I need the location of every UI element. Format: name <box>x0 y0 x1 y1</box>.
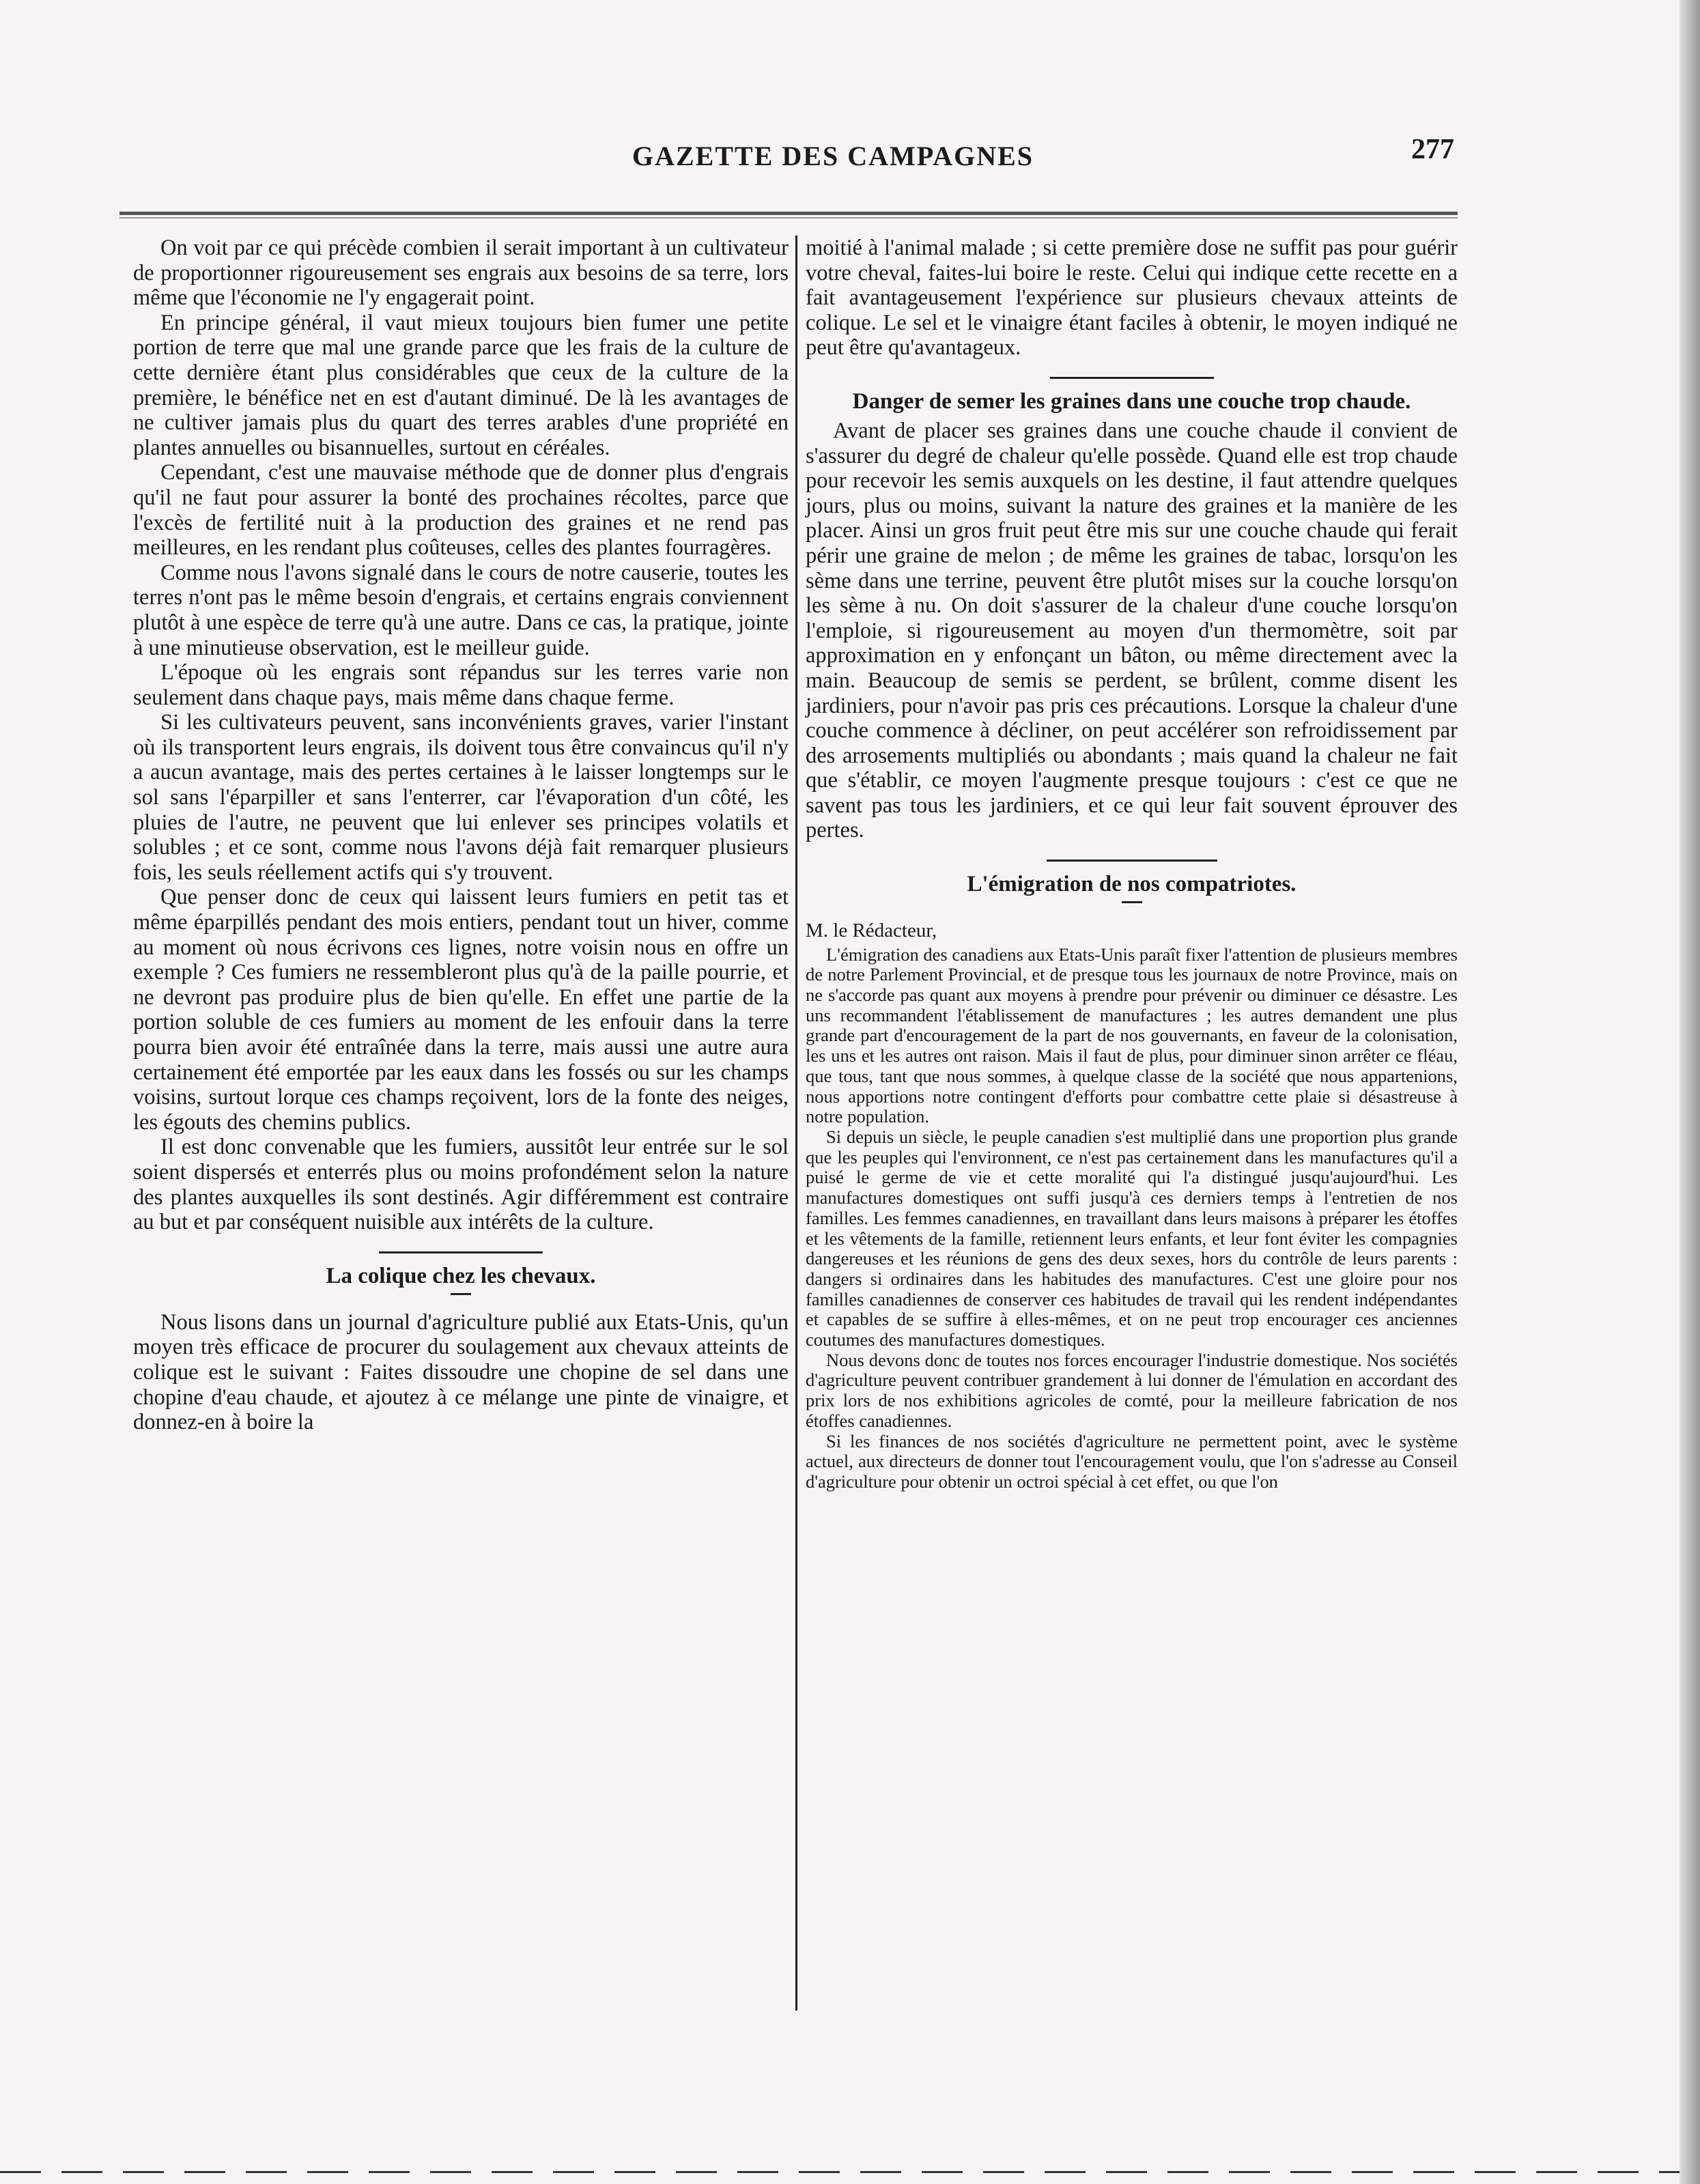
title-dash <box>451 1293 471 1295</box>
paragraph: Si les finances de nos sociétés d'agriculture ne permettent point, avec le système actuel, aux directeurs de donner tout l'encouragement voulu, que l'on s'adresse au Conseil d'agriculture pour obtenir un octroi spécial à cet effet, ou que l'on <box>806 1430 1458 1492</box>
header-rule <box>119 205 1458 223</box>
bottom-rule <box>0 2171 1700 2173</box>
paragraph: moitié à l'animal malade ; si cette première dose ne suffit pas pour guérir votre cheval, faites-lui boire le reste. Celui qui indique cette recette en a fait avantageusement l'expérience sur plusieurs chevaux atteints de colique. Le sel et le vinaigre étant faciles à obtenir, le moyen indiqué ne peut être qu'avantageux. <box>806 236 1458 360</box>
title-dash <box>1122 901 1142 903</box>
paragraph: Si depuis un siècle, le peuple canadien s'est multiplié dans une proportion plus grande que les peuples qui l'environnent, ce n'est pas certainement dans les manufactures qu'il a puisé le germe de vie et cette moralité qui l'a distingué jusqu'aujourd'hui. Les manufactures domestiques ont suffi jusqu'à ces derniers temps à l'entretien de nos familles. Les femmes canadiennes, en travaillant dans leurs maisons à préparer les étoffes et les vêtements de la famille, retiennent leurs enfants, et leur font éviter les compagnies dangereuses et les réunions de gens des deux sexes, hors du contrôle de leurs parents : dangers si ordinaires dans les habitudes des manufactures. C'est une gloire pour nos familles canadiennes de conserver ces habitudes de travail qui les rendent indépendantes et capables de se suffire à elles-mêmes, et on ne peut trop encourager ces anciennes coutumes des manufactures domestiques. <box>806 1126 1458 1350</box>
paragraph: Comme nous l'avons signalé dans le cours de notre causerie, toutes les terres n'ont pas le même besoin d'engrais, et certains engrais conviennent plutôt à une espèce de terre qu'à une autre. Dans ce cas, la pratique, jointe à une minutieuse observation, est le meilleur guide. <box>133 560 789 660</box>
section-title: L'émigration de nos compatriotes. <box>967 872 1297 897</box>
paragraph: En principe général, il vaut mieux toujours bien fumer une petite portion de terre que mal une grande parce que les frais de la culture de cette dernière étant plus considérables que ceux de la culture de la première, le bénéfice net en est d'autant diminué. De là les avantages de ne cultiver jamais plus du quart des terres arables d'une propriété en plantes annuelles ou bisannuelles, surtout en céréales. <box>133 310 789 460</box>
section-title: La colique chez les chevaux. <box>326 1263 596 1288</box>
section-rule <box>1047 860 1217 862</box>
paragraph: Cependant, c'est une mauvaise méthode que de donner plus d'engrais qu'il ne faut pour assurer la bonté des prochaines récoltes, parce que l'excès de fertilité nuit à la production des graines et ne rend pas meilleures, en les rendant plus coûteuses, celles des plantes fourragères. <box>133 460 789 561</box>
page-header <box>116 133 1454 188</box>
paragraph: Nous lisons dans un journal d'agriculture publié aux Etats-Unis, qu'un moyen très efficace de procurer du soulagement aux chevaux atteints de colique est le suivant : Faites dissoudre une chopine de sel dans une chopine d'eau chaude, et ajoutez à ce mélange une pinte de vinaigre, et donnez-en à boire la <box>133 1309 789 1435</box>
paragraph: Il est donc convenable que les fumiers, aussitôt leur entrée sur le sol soient dispersés et enterrés plus ou moins profondément selon la nature des plantes auxquelles ils sont destinés. Agir différemment est contraire au but et par conséquent nuisible aux intérêts de la culture. <box>133 1135 789 1235</box>
letter-body <box>806 945 1458 1492</box>
section-title: Danger de semer les graines dans une couche trop chaude. <box>852 388 1411 414</box>
paragraph: Que penser donc de ceux qui laissent leurs fumiers en petit tas et même éparpillés pendant des mois entiers, pendant tout un hiver, comme au moment où nous écrivons ces lignes, notre voisin nous en offre un exemple ? Ces fumiers ne ressembleront plus qu'à de la paille pourrie, et ne devront pas produire plus de bien qu'elle. En effet une partie de la portion soluble de ces fumiers au moment de les enfouir dans la terre pourra bien avoir été entraînée dans la terre, mais aussi une autre aura certainement été emportée par les eaux dans les fossés ou sur les champs voisins, surtout lorque ces champs reçoivent, lors de la fonte des neiges, les égouts des chemins publics. <box>133 885 789 1135</box>
page-number: 277 <box>1411 134 1454 165</box>
column-divider <box>795 236 797 2011</box>
paragraph: Avant de placer ses graines dans une couche chaude il convient de s'assurer du degré de chaleur qu'elle possède. Quand elle est trop chaude pour recevoir les semis auxquels on les destine, il faut attendre quelques jours, plus ou moins, suivant la nature des graines et la manière de les placer. Ainsi un gros fruit peut être mis sur une couche chaude qui ferait périr une graine de melon ; de même les graines de tabac, lorsqu'on les sème dans une terrine, peuvent être plutôt mises sur la couche lorsqu'on les sème à nu. On doit s'assurer de la chaleur d'une couche lorsqu'on l'emploie, si rigoureusement au moyen d'un thermomètre, soit par approximation en y enfonçant un bâton, ou même directement avec la main. Beaucoup de semis se perdent, se brûlent, comme disent les jardiniers, pour n'avoir pas pris ces précautions. Lorsque la chaleur d'une couche commence à décliner, on peut accélérer son refroidissement par des arrosements multipliés ou abondants ; mais quand la chaleur ne fait que s'établir, ce moyen l'augmente presque toujours : c'est ce que ne savent pas tous les jardiniers, et ce qui leur fait souvent éprouver des pertes. <box>806 418 1458 843</box>
page-edge <box>1680 0 1700 2184</box>
paragraph: On voit par ce qui précède combien il serait important à un cultivateur de proportionner rigoureusement ses engrais aux besoins de sa terre, lors même que l'économie ne l'y engagerait point. <box>133 236 789 311</box>
paragraph: L'époque où les engrais sont répandus sur les terres varie non seulement dans chaque pays, mais même dans chaque ferme. <box>133 660 789 710</box>
paragraph: L'émigration des canadiens aux Etats-Unis paraît fixer l'attention de plusieurs membres de notre Parlement Provincial, et de presque tous les journaux de notre Province, mais on ne s'accorde pas quant aux moyens à prendre pour prévenir ou diminuer ce désastre. Les uns recommandent l'établissement de manufactures ; les autres demandent une plus grande part d'encouragement de la part de nos gouvernants, en faveur de la colonisation, les uns et les autres ont raison. Mais il faut de plus, pour diminuer sinon arrêter ce fléau, que tous, tant que nous sommes, à quelque classe de la société que nous appartenions, nous apportions notre contingent d'efforts pour combattre cette plaie si désastreuse à notre population. <box>806 944 1458 1127</box>
newspaper-title: GAZETTE DES CAMPAGNES <box>632 141 1034 171</box>
left-column <box>133 236 789 1435</box>
letter-salutation: M. le Rédacteur, <box>806 920 937 942</box>
section-rule <box>1050 377 1214 379</box>
paragraph: Si les cultivateurs peuvent, sans inconvénients graves, varier l'instant où ils transportent leurs engrais, ils doivent tous être convaincus qu'il n'y a aucun avantage, mais des pertes certaines à le laisser longtemps sur le sol sans l'éparpiller et sans l'enterrer, car l'évaporation d'un côté, les pluies de l'autre, ne peuvent que lui enlever ses principes volatils et solubles ; et ce sont, comme nous l'avons déjà fait remarquer plusieurs fois, les seuls réellement actifs qui s'y trouvent. <box>133 710 789 885</box>
paragraph: Nous devons donc de toutes nos forces encourager l'industrie domestique. Nos sociétés d'agriculture peuvent contribuer grandement à lui donner de l'émulation en accordant des prix lors de nos exhibitions agricoles de comté, pour la meilleure fabrication de nos étoffes canadiennes. <box>806 1349 1458 1431</box>
right-column <box>806 236 1458 1492</box>
section-rule <box>379 1251 543 1253</box>
